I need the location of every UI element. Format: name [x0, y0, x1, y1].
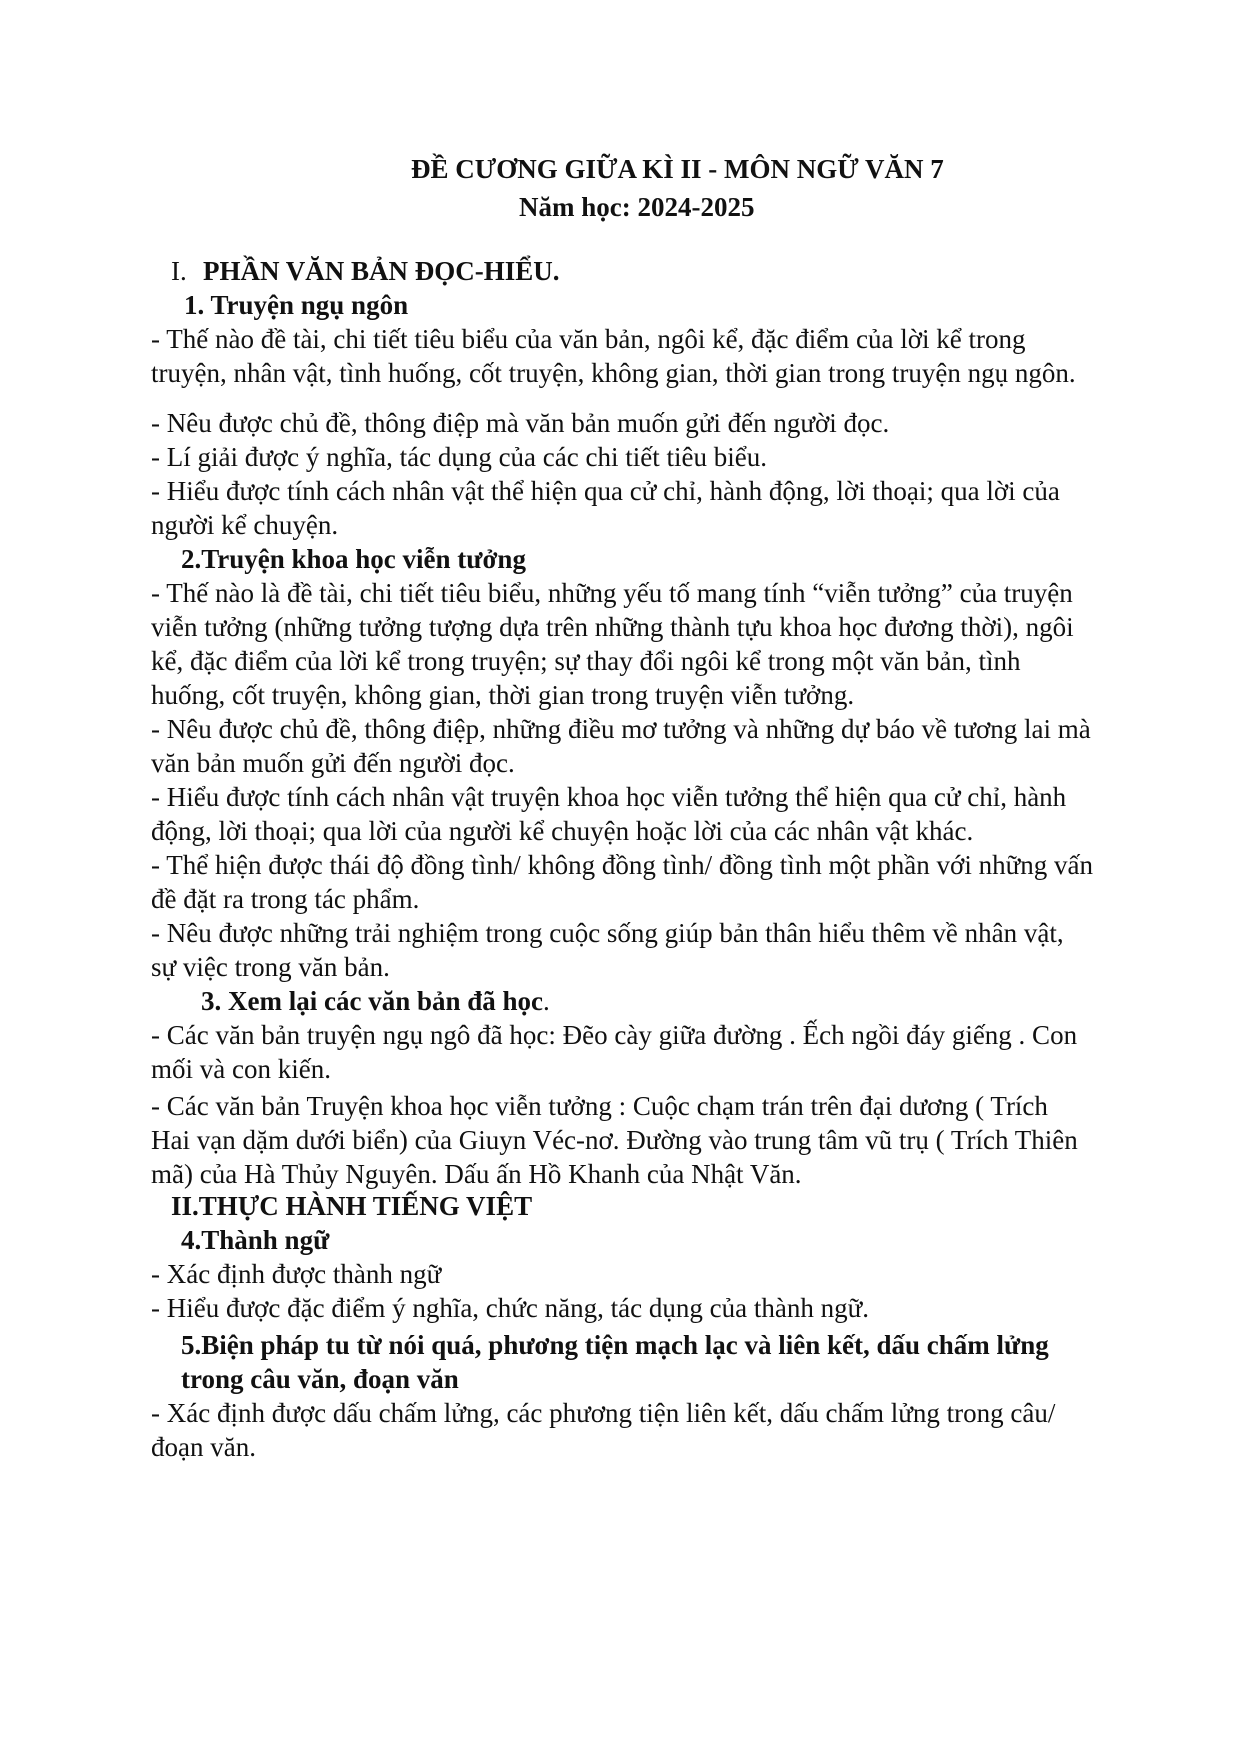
list-item: - Thể hiện được thái độ đồng tình/ không đồng tình/ đồng tình một phần với những vấn đề đặt ra trong tác phẩm. — [151, 850, 1093, 914]
section-heading-2: II.THỰC HÀNH TIẾNG VIỆT — [171, 1191, 533, 1221]
school-year: Năm học: 2024-2025 — [519, 192, 755, 222]
list-item: - Thế nào là đề tài, chi tiết tiêu biểu, những yếu tố mang tính “viễn tưởng” của truyện viễn tưởng (những tưởng tượng dựa trên những thành tựu khoa học đương thời), ngôi kể, đặc điểm của lời kể trong truyện; sự thay đổi ngôi kể trong một văn bản, tình huống, cốt truyện, không gian, thời gian trong truyện viễn tưởng. — [151, 578, 1074, 710]
subsection-heading-5: 5.Biện pháp tu từ nói quá, phương tiện mạch lạc và liên kết, dấu chấm lửng trong câu văn, đoạn văn — [181, 1330, 1049, 1394]
list-item: - Xác định được dấu chấm lửng, các phương tiện liên kết, dấu chấm lửng trong câu/đoạn văn. — [151, 1398, 1056, 1462]
list-item: - Hiểu được tính cách nhân vật thể hiện qua cử chỉ, hành động, lời thoại; qua lời của người kể chuyện. — [151, 476, 1060, 540]
list-item: - Nêu được những trải nghiệm trong cuộc sống giúp bản thân hiểu thêm về nhân vật, sự việc trong văn bản. — [151, 918, 1064, 982]
subsection-heading-4: 4.Thành ngữ — [181, 1225, 330, 1255]
subsection-title: 3. Xem lại các văn bản đã học — [201, 986, 544, 1016]
list-item: - Các văn bản truyện ngụ ngô đã học: Đẽo cày giữa đường . Ếch ngồi đáy giếng . Con mối và con kiến. — [151, 1020, 1078, 1084]
section-heading-1 — [151, 254, 1093, 288]
document-title: ĐỀ CƯƠNG GIỮA KÌ II - MÔN NGỮ VĂN 7 — [411, 154, 944, 184]
section-title: PHẦN VĂN BẢN ĐỌC-HIỂU. — [203, 256, 560, 286]
list-item: - Lí giải được ý nghĩa, tác dụng của các chi tiết tiêu biểu. — [151, 442, 767, 472]
list-item: - Nêu được chủ đề, thông điệp mà văn bản muốn gửi đến người đọc. — [151, 408, 890, 438]
document-body — [151, 254, 1093, 1464]
section-number: I. — [171, 256, 187, 286]
list-item: - Hiểu được tính cách nhân vật truyện khoa học viễn tưởng thể hiện qua cử chỉ, hành động, lời thoại; qua lời của người kể chuyện hoặc lời của các nhân vật khác. — [151, 782, 1067, 846]
list-item: - Các văn bản Truyện khoa học viễn tưởng : Cuộc chạm trán trên đại dương ( Trích Hai vạn dặm dưới biển) của Giuyn Véc-nơ. Đường vào trung tâm vũ trụ ( Trích Thiên mã) của Hà Thủy Nguyên. Dấu ấn Hồ Khanh của Nhật Văn. — [151, 1091, 1078, 1189]
subsection-heading-3 — [151, 984, 1093, 1018]
list-item: - Nêu được chủ đề, thông điệp, những điều mơ tưởng và những dự báo về tương lai mà văn bản muốn gửi đến người đọc. — [151, 714, 1091, 778]
heading-period: . — [543, 986, 550, 1016]
list-item: - Thế nào đề tài, chi tiết tiêu biểu của văn bản, ngôi kể, đặc điểm của lời kể trong truyện, nhân vật, tình huống, cốt truyện, không gian, thời gian trong truyện ngụ ngôn. — [151, 324, 1076, 388]
subsection-heading-2: 2.Truyện khoa học viễn tưởng — [181, 544, 526, 574]
list-item: - Hiểu được đặc điểm ý nghĩa, chức năng, tác dụng của thành ngữ. — [151, 1293, 869, 1323]
subsection-heading-1: 1. Truyện ngụ ngôn — [184, 290, 409, 320]
list-item: - Xác định được thành ngữ — [151, 1259, 442, 1289]
